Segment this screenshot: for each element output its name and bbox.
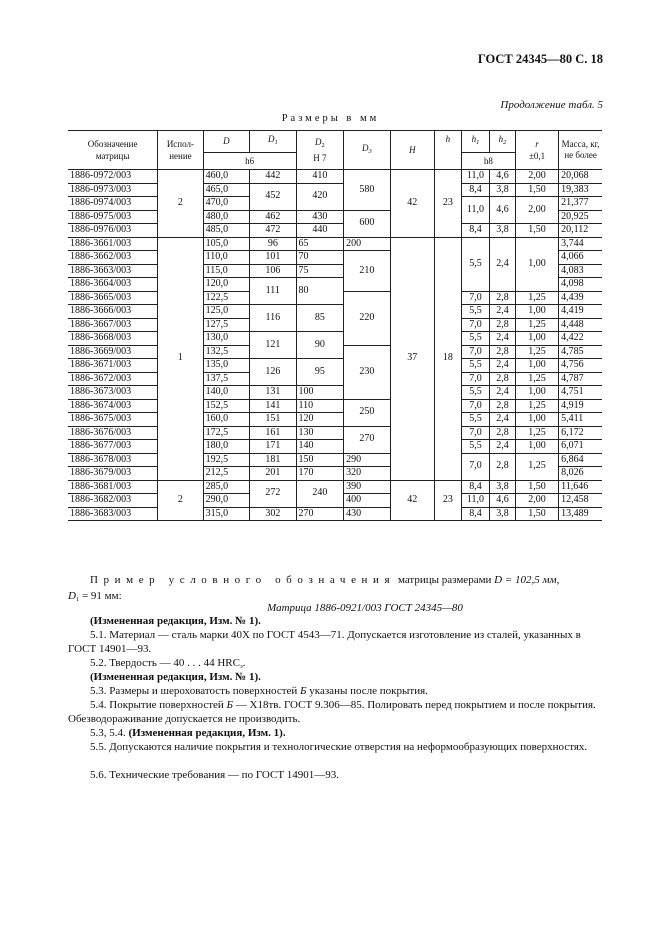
r-cell: 1,50 xyxy=(515,224,558,238)
d-cell: 122,5 xyxy=(203,291,249,305)
mass-cell: 20,112 xyxy=(559,224,602,238)
col-designation: Обозначение матрицы xyxy=(68,131,158,170)
designation-cell: 1886-3666/003 xyxy=(68,305,158,319)
d1-cell: 462 xyxy=(250,210,296,224)
designation-cell: 1886-0974/003 xyxy=(68,197,158,211)
h2-cell: 2,8 xyxy=(490,453,516,480)
r-cell: 1,50 xyxy=(515,507,558,521)
mass-cell: 6,172 xyxy=(559,426,602,440)
h2-cell: 2,4 xyxy=(490,359,516,373)
d1-cell: 126 xyxy=(250,359,296,386)
table-row xyxy=(68,453,602,467)
d3-cell: 320 xyxy=(344,467,390,481)
mass-cell: 4,785 xyxy=(559,345,602,359)
d-cell: 212,5 xyxy=(203,467,249,481)
mass-cell: 4,098 xyxy=(559,278,602,292)
col-D: D xyxy=(203,131,249,153)
h2-cell: 2,4 xyxy=(490,386,516,400)
d-cell: 140,0 xyxy=(203,386,249,400)
mass-cell: 19,383 xyxy=(559,183,602,197)
d1-cell: 201 xyxy=(250,467,296,481)
d2-cell: 420 xyxy=(296,183,344,210)
table-row xyxy=(68,237,602,251)
example-lead: Пример условного обозначения xyxy=(90,574,396,586)
designation-cell: 1886-0973/003 xyxy=(68,183,158,197)
designation-cell: 1886-3676/003 xyxy=(68,426,158,440)
d3-cell: 230 xyxy=(344,345,390,399)
r-cell: 1,25 xyxy=(515,426,558,440)
table-row xyxy=(68,170,602,184)
d-cell: 127,5 xyxy=(203,318,249,332)
d2-cell: 90 xyxy=(296,332,344,359)
mass-cell: 8,026 xyxy=(559,467,602,481)
col-h1: $h_1$ xyxy=(461,131,489,153)
col-D2: $D_2$ H 7 xyxy=(296,131,344,170)
designation-cell: 1886-3663/003 xyxy=(68,264,158,278)
h2-cell: 2,8 xyxy=(490,372,516,386)
d1-cell: 302 xyxy=(250,507,296,521)
r-cell: 1,00 xyxy=(515,359,558,373)
d1-cell: 131 xyxy=(250,386,296,400)
d-cell: 172,5 xyxy=(203,426,249,440)
r-cell: 1,25 xyxy=(515,399,558,413)
mass-cell: 5,411 xyxy=(559,413,602,427)
designation-cell: 1886-3662/003 xyxy=(68,251,158,265)
r-cell: 1,25 xyxy=(515,291,558,305)
col-h: h xyxy=(434,131,461,170)
d3-cell: 220 xyxy=(344,291,390,345)
version-cell: 1 xyxy=(158,237,203,480)
d2-cell: 410 xyxy=(296,170,344,184)
amendment-note-3: 5.3, 5.4. (Измененная редакция, Изм. 1). xyxy=(90,727,286,739)
r-cell: 1,00 xyxy=(515,386,558,400)
r-cell: 1,00 xyxy=(515,440,558,454)
example-d1-sub: 1 xyxy=(75,596,80,603)
d3-cell: 210 xyxy=(344,251,390,292)
d1-cell: 171 xyxy=(250,440,296,454)
paragraph-5-2: 5.2. Твердость — 40 . . . 44 $HRC_э$. xyxy=(90,657,246,670)
table-row xyxy=(68,359,602,373)
table-row xyxy=(68,440,602,454)
designation-cell: 1886-3669/003 xyxy=(68,345,158,359)
designation-cell: 1886-3678/003 xyxy=(68,453,158,467)
d2-cell: 430 xyxy=(296,210,344,224)
table-body xyxy=(68,170,602,521)
h1-cell: 7,0 xyxy=(461,453,489,480)
d1-cell: 116 xyxy=(250,305,296,332)
designation-cell: 1886-3673/003 xyxy=(68,386,158,400)
mass-cell: 11,646 xyxy=(559,480,602,494)
h2-cell: 2,4 xyxy=(490,413,516,427)
r-cell: 1,25 xyxy=(515,372,558,386)
mass-cell: 4,419 xyxy=(559,305,602,319)
d-cell: 160,0 xyxy=(203,413,249,427)
d-cell: 285,0 xyxy=(203,480,249,494)
d-cell: 290,0 xyxy=(203,494,249,508)
table-row xyxy=(68,426,602,440)
d1-cell: 181 xyxy=(250,453,296,467)
mass-cell: 20,925 xyxy=(559,210,602,224)
d-cell: 137,5 xyxy=(203,372,249,386)
d-cell: 105,0 xyxy=(203,237,249,251)
d-cell: 132,5 xyxy=(203,345,249,359)
h2-cell: 2,8 xyxy=(490,318,516,332)
h2-cell: 3,8 xyxy=(490,507,516,521)
d2-cell: 65 xyxy=(296,237,344,251)
page-header: ГОСТ 24345—80 С. 18 xyxy=(477,52,603,66)
h-cell: 23 xyxy=(434,480,461,521)
d-cell: 485,0 xyxy=(203,224,249,238)
d1-cell: 101 xyxy=(250,251,296,265)
fit-h8-label: h8 xyxy=(461,153,515,170)
r-cell: 1,00 xyxy=(515,305,558,319)
col-h2: $h_2$ xyxy=(490,131,516,153)
h1-cell: 11,0 xyxy=(461,170,489,184)
d2-cell: 130 xyxy=(296,426,344,440)
h2-cell: 2,4 xyxy=(490,305,516,319)
col-r: r ±0,1 xyxy=(515,131,558,170)
table-row xyxy=(68,399,602,413)
col-H: H xyxy=(390,131,434,170)
d2-cell: 80 xyxy=(296,278,344,305)
h1-cell: 8,4 xyxy=(461,480,489,494)
d1-cell: 121 xyxy=(250,332,296,359)
h2-cell: 2,4 xyxy=(490,332,516,346)
dimensions-table xyxy=(68,130,602,521)
table-row xyxy=(68,413,602,427)
h-cell: 18 xyxy=(434,237,461,480)
version-cell: 2 xyxy=(158,170,203,238)
mass-cell: 4,787 xyxy=(559,372,602,386)
mass-cell: 3,744 xyxy=(559,237,602,251)
example-d: D = 102,5 мм, xyxy=(494,574,560,586)
table-row xyxy=(68,332,602,346)
h1-cell: 5,5 xyxy=(461,413,489,427)
d2-cell: 75 xyxy=(296,264,344,278)
d2-cell: 170 xyxy=(296,467,344,481)
h-total-cell: 42 xyxy=(390,480,434,521)
d-cell: 130,0 xyxy=(203,332,249,346)
d-cell: 115,0 xyxy=(203,264,249,278)
d3-cell: 290 xyxy=(344,453,390,467)
example-d1-rest: = 91 мм: xyxy=(79,590,122,602)
d1-cell: 96 xyxy=(250,237,296,251)
paragraph-5-4: 5.4. Покрытие поверхностей Б — Х18тв. ГОСТ 9.306—85. Полировать перед покрытием и после покрытия. Обезводораживание допускается не производить. xyxy=(68,699,596,725)
paragraph-5-1: 5.1. Материал — сталь марки 40Х по ГОСТ 4543—71. Допускается изготовление из сталей, указанных в ГОСТ 14901—93. xyxy=(68,629,581,655)
d1-cell: 452 xyxy=(250,183,296,210)
d-cell: 120,0 xyxy=(203,278,249,292)
mass-cell: 6,864 xyxy=(559,453,602,467)
r-cell: 1,50 xyxy=(515,183,558,197)
designation-cell: 1886-3675/003 xyxy=(68,413,158,427)
d-cell: 465,0 xyxy=(203,183,249,197)
col-D1: $D_1$ xyxy=(250,131,296,153)
d-cell: 125,0 xyxy=(203,305,249,319)
table-row xyxy=(68,224,602,238)
example-rest: матрицы размерами xyxy=(395,574,495,586)
table-row xyxy=(68,305,602,319)
h2-cell: 3,8 xyxy=(490,183,516,197)
dimensions-label: Размеры в мм xyxy=(281,113,380,124)
designation-cell: 1886-0976/003 xyxy=(68,224,158,238)
designation-cell: 1886-0972/003 xyxy=(68,170,158,184)
h2-cell: 2,8 xyxy=(490,399,516,413)
d2-cell: 100 xyxy=(296,386,344,400)
r-cell: 1,25 xyxy=(515,345,558,359)
mass-cell: 4,919 xyxy=(559,399,602,413)
d1-cell: 472 xyxy=(250,224,296,238)
d1-cell: 151 xyxy=(250,413,296,427)
paragraph-5-3: 5.3. Размеры и шероховатость поверхностей Б указаны после покрытия. xyxy=(90,685,428,697)
r-cell: 2,00 xyxy=(515,494,558,508)
r-cell: 1,25 xyxy=(515,453,558,480)
d-cell: 192,5 xyxy=(203,453,249,467)
mass-cell: 4,439 xyxy=(559,291,602,305)
h2-cell: 3,8 xyxy=(490,480,516,494)
d2-cell: 120 xyxy=(296,413,344,427)
table-row xyxy=(68,507,602,521)
h1-cell: 11,0 xyxy=(461,494,489,508)
mass-cell: 4,422 xyxy=(559,332,602,346)
h1-cell: 5,5 xyxy=(461,332,489,346)
mass-cell: 21,377 xyxy=(559,197,602,211)
paragraph-5-5: 5.5. Допускаются наличие покрытия и технологические отверстия на неформообразующих поверхностях. xyxy=(90,741,588,753)
d-cell: 460,0 xyxy=(203,170,249,184)
mass-cell: 4,751 xyxy=(559,386,602,400)
d1-cell: 141 xyxy=(250,399,296,413)
h2-cell: 4,6 xyxy=(490,170,516,184)
r-cell: 1,00 xyxy=(515,332,558,346)
mass-cell: 6,071 xyxy=(559,440,602,454)
d2-cell: 110 xyxy=(296,399,344,413)
h1-cell: 5,5 xyxy=(461,305,489,319)
d1-cell: 442 xyxy=(250,170,296,184)
mass-cell: 20,068 xyxy=(559,170,602,184)
d1-cell: 111 xyxy=(250,278,296,305)
d2-cell: 85 xyxy=(296,305,344,332)
h2-cell: 4,6 xyxy=(490,197,516,224)
d3-cell: 390 xyxy=(344,480,390,494)
h1-cell: 7,0 xyxy=(461,399,489,413)
table-header xyxy=(68,131,602,170)
h2-cell: 3,8 xyxy=(490,224,516,238)
d3-cell: 200 xyxy=(344,237,390,251)
h1-cell: 5,5 xyxy=(461,237,489,291)
d3-cell: 430 xyxy=(344,507,390,521)
designation-cell: 1886-3665/003 xyxy=(68,291,158,305)
d3-cell: 580 xyxy=(344,170,390,211)
r-cell: 1,50 xyxy=(515,480,558,494)
d2-cell: 440 xyxy=(296,224,344,238)
d3-cell: 250 xyxy=(344,399,390,426)
h2-cell: 2,4 xyxy=(490,440,516,454)
h2-cell: 4,6 xyxy=(490,494,516,508)
designation-cell: 1886-3664/003 xyxy=(68,278,158,292)
h1-cell: 8,4 xyxy=(461,507,489,521)
r-cell: 1,00 xyxy=(515,413,558,427)
mass-cell: 4,083 xyxy=(559,264,602,278)
designation-cell: 1886-3661/003 xyxy=(68,237,158,251)
table-row xyxy=(68,386,602,400)
d-cell: 180,0 xyxy=(203,440,249,454)
h1-cell: 11,0 xyxy=(461,197,489,224)
example-d1-line xyxy=(68,590,122,603)
version-cell: 2 xyxy=(158,480,203,521)
r-cell: 1,25 xyxy=(515,318,558,332)
table-continuation-label: Продолжение табл. 5 xyxy=(500,99,603,111)
d2-cell: 240 xyxy=(296,480,344,507)
h1-cell: 5,5 xyxy=(461,359,489,373)
h2-cell: 2,8 xyxy=(490,291,516,305)
h1-cell: 7,0 xyxy=(461,318,489,332)
paragraph-5-6: 5.6. Технические требования — по ГОСТ 14901—93. xyxy=(90,769,340,781)
designation-example xyxy=(90,574,602,586)
h1-cell: 5,5 xyxy=(461,386,489,400)
d2-cell: 70 xyxy=(296,251,344,265)
r-cell: 2,00 xyxy=(515,197,558,224)
d-cell: 480,0 xyxy=(203,210,249,224)
example-d1: D xyxy=(68,590,76,602)
designation-cell: 1886-3682/003 xyxy=(68,494,158,508)
d-cell: 470,0 xyxy=(203,197,249,211)
designation-cell: 1886-3674/003 xyxy=(68,399,158,413)
designation-cell: 1886-3672/003 xyxy=(68,372,158,386)
r-cell: 1,00 xyxy=(515,237,558,291)
d3-cell: 400 xyxy=(344,494,390,508)
h2-cell: 2,8 xyxy=(490,345,516,359)
h1-cell: 7,0 xyxy=(461,426,489,440)
d3-cell: 600 xyxy=(344,210,390,237)
h-cell: 23 xyxy=(434,170,461,238)
h-total-cell: 37 xyxy=(390,237,434,480)
designation-cell: 1886-3667/003 xyxy=(68,318,158,332)
mass-cell: 12,458 xyxy=(559,494,602,508)
fit-h6-label: h6 xyxy=(203,153,296,170)
h1-cell: 8,4 xyxy=(461,183,489,197)
h1-cell: 8,4 xyxy=(461,224,489,238)
d1-cell: 161 xyxy=(250,426,296,440)
d-cell: 135,0 xyxy=(203,359,249,373)
d1-cell: 272 xyxy=(250,480,296,507)
d2-cell: 140 xyxy=(296,440,344,454)
col-D3: $D_3$ xyxy=(344,131,390,170)
example-designation: Матрица 1886-0921/003 ГОСТ 24345—80 xyxy=(267,602,463,614)
d-cell: 152,5 xyxy=(203,399,249,413)
h2-cell: 2,4 xyxy=(490,237,516,291)
mass-cell: 4,448 xyxy=(559,318,602,332)
designation-cell: 1886-3677/003 xyxy=(68,440,158,454)
h1-cell: 5,5 xyxy=(461,440,489,454)
h1-cell: 7,0 xyxy=(461,291,489,305)
d2-cell: 270 xyxy=(296,507,344,521)
d2-cell: 150 xyxy=(296,453,344,467)
col-version: Испол-нение xyxy=(158,131,203,170)
table-row xyxy=(68,480,602,494)
designation-cell: 1886-0975/003 xyxy=(68,210,158,224)
h1-cell: 7,0 xyxy=(461,372,489,386)
amendment-note-2: (Измененная редакция, Изм. № 1). xyxy=(90,671,261,683)
designation-cell: 1886-3668/003 xyxy=(68,332,158,346)
d2-cell: 95 xyxy=(296,359,344,386)
col-mass: Масса, кг, не более xyxy=(559,131,602,170)
mass-cell: 4,066 xyxy=(559,251,602,265)
amendment-note-1: (Измененная редакция, Изм. № 1). xyxy=(90,615,261,627)
mass-cell: 4,756 xyxy=(559,359,602,373)
h-total-cell: 42 xyxy=(390,170,434,238)
mass-cell: 13,489 xyxy=(559,507,602,521)
h2-cell: 2,8 xyxy=(490,426,516,440)
d3-cell: 270 xyxy=(344,426,390,453)
d-cell: 110,0 xyxy=(203,251,249,265)
designation-cell: 1886-3683/003 xyxy=(68,507,158,521)
table-row xyxy=(68,183,602,197)
h1-cell: 7,0 xyxy=(461,345,489,359)
designation-cell: 1886-3679/003 xyxy=(68,467,158,481)
d-cell: 315,0 xyxy=(203,507,249,521)
d1-cell: 106 xyxy=(250,264,296,278)
r-cell: 2,00 xyxy=(515,170,558,184)
designation-cell: 1886-3671/003 xyxy=(68,359,158,373)
designation-cell: 1886-3681/003 xyxy=(68,480,158,494)
